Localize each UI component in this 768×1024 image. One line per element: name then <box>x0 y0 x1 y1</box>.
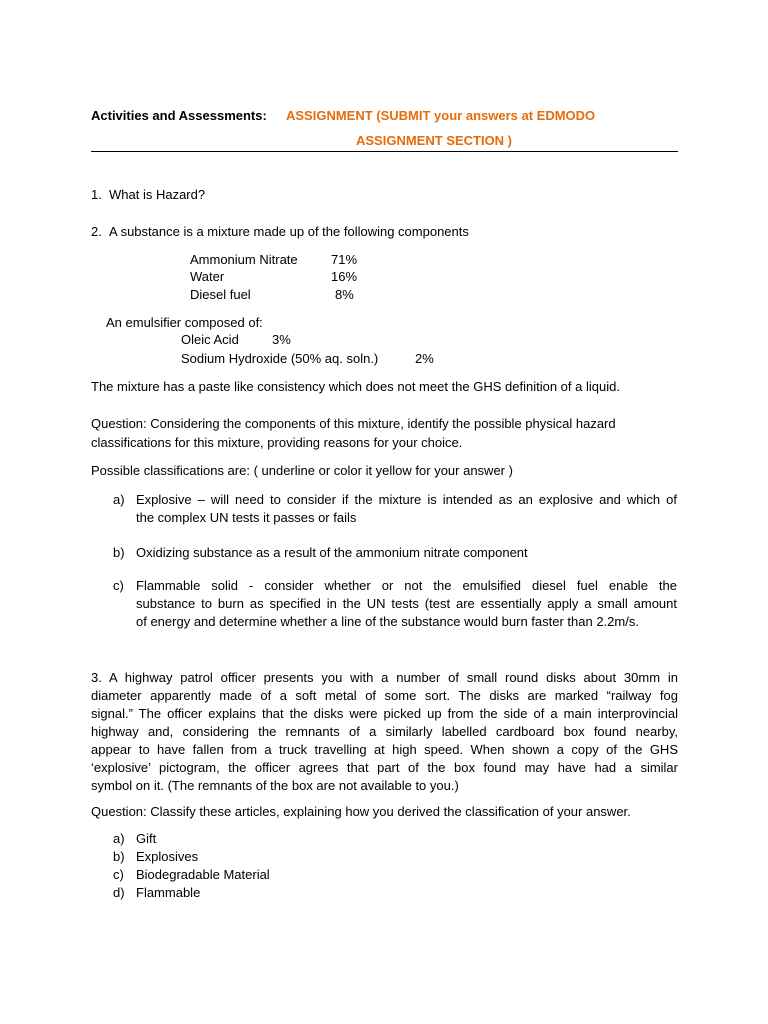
assignment-title-line2: ASSIGNMENT SECTION ) <box>356 133 513 148</box>
q3-line: appear to have fallen from a truck travelling at high speed. When shown a copy of the GHS <box>91 742 678 757</box>
q2-text: A substance is a mixture made up of the following components <box>109 224 469 239</box>
q3-line: diameter apparently made of a soft metal of some sort. The disks are marked “railway fog <box>91 688 678 703</box>
option-text: Oxidizing substance as a result of the ammonium nitrate component <box>136 545 528 560</box>
component-name: Ammonium Nitrate <box>190 252 298 267</box>
option-letter: b) <box>113 545 125 560</box>
q3-option-letter: a) <box>113 831 125 846</box>
option-line: substance to burn as specified in the UN tests (test are essentially apply a small amount <box>136 596 677 611</box>
option-line: Flammable solid - consider whether or not the emulsified diesel fuel enable the <box>136 578 677 593</box>
q3-option-letter: c) <box>113 867 124 882</box>
q2-question-line2: classifications for this mixture, providing reasons for your choice. <box>91 435 463 450</box>
q3-line: 3. A highway patrol officer presents you with a number of small round disks about 30mm in <box>91 670 678 685</box>
q1-text: What is Hazard? <box>109 187 206 202</box>
q3-option-text: Biodegradable Material <box>136 867 270 882</box>
header-label: Activities and Assessments: <box>91 108 267 123</box>
q2-number: 2. <box>91 224 102 239</box>
component-pct: 71% <box>331 252 358 267</box>
q3-line: ‘explosive’ pictogram, the officer agrees that part of the box found may have had a similar <box>91 760 678 775</box>
q3-line: symbol on it. (The remnants of the box are not available to you.) <box>91 778 459 793</box>
component-name: Water <box>190 269 225 284</box>
emulsifier-intro: An emulsifier composed of: <box>106 315 263 330</box>
q3-option-letter: b) <box>113 849 125 864</box>
option-line: Explosive – will need to consider if the mixture is intended as an explosive and which of <box>136 492 677 507</box>
q3-line: highway and, considering the remnants of a similarly labelled cardboard box found nearby, <box>91 724 678 739</box>
q3-option-text: Explosives <box>136 849 199 864</box>
option-line: the complex UN tests it passes or fails <box>136 510 357 525</box>
q3-option-text: Gift <box>136 831 157 846</box>
emulsifier-name: Oleic Acid <box>181 332 239 347</box>
emulsifier-pct: 2% <box>415 351 434 366</box>
q1-number: 1. <box>91 187 102 202</box>
option-text <box>136 577 677 631</box>
component-name: Diesel fuel <box>190 287 251 302</box>
component-pct: 16% <box>331 269 358 284</box>
q3-option-text: Flammable <box>136 885 201 900</box>
possible-classifications: Possible classifications are: ( underline or color it yellow for your answer ) <box>91 463 513 478</box>
option-letter: a) <box>113 492 125 507</box>
q3-question: Question: Classify these articles, explaining how you derived the classification of your answer. <box>91 804 631 819</box>
q3-paragraph <box>91 669 678 795</box>
option-text <box>136 491 677 527</box>
option-line: of energy and determine whether a line of the substance would burn faster than 2.2m/s. <box>136 614 639 629</box>
component-pct: 8% <box>335 287 354 302</box>
header-divider <box>91 151 678 152</box>
mixture-note: The mixture has a paste like consistency which does not meet the GHS definition of a liquid. <box>91 379 620 394</box>
emulsifier-pct: 3% <box>272 332 291 347</box>
assignment-title-line1: ASSIGNMENT (SUBMIT your answers at EDMODO <box>286 108 596 123</box>
option-letter: c) <box>113 578 124 593</box>
q2-question-line1: Question: Considering the components of this mixture, identify the possible physical hazard <box>91 416 616 431</box>
q3-line: signal.” The officer explains that the disks were picked up from the side of a main interprovincial <box>91 706 678 721</box>
q3-option-letter: d) <box>113 885 125 900</box>
emulsifier-name: Sodium Hydroxide (50% aq. soln.) <box>181 351 379 366</box>
